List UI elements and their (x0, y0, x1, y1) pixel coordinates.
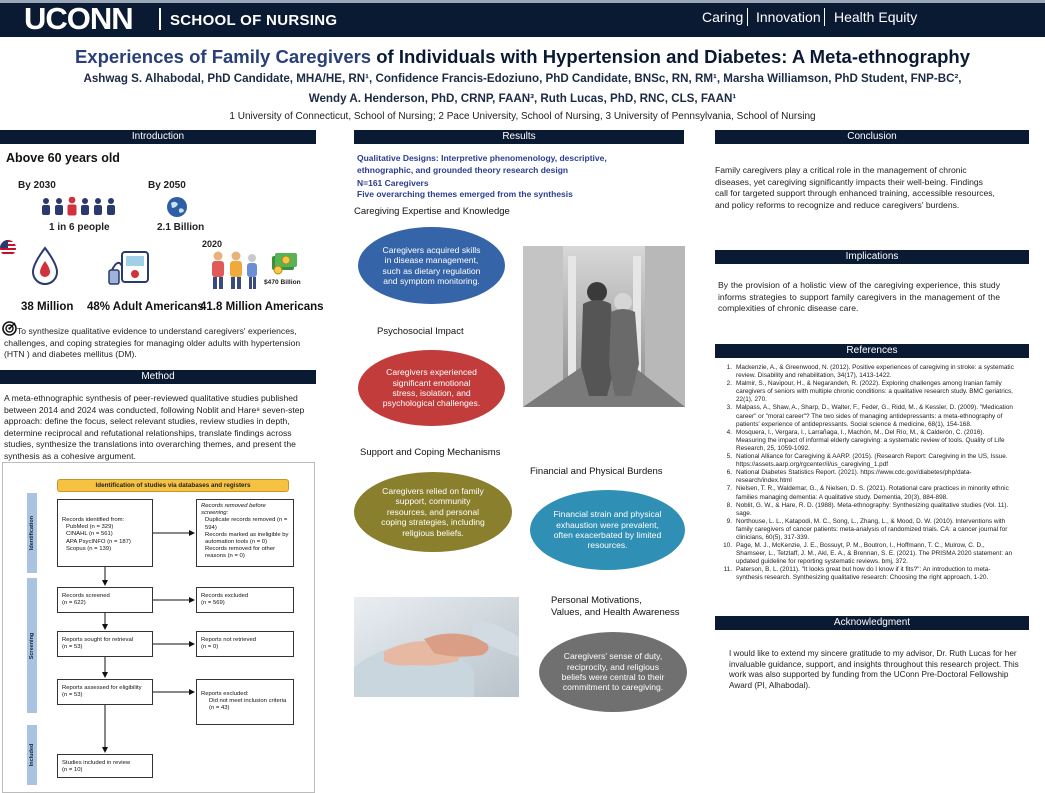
tag-health-equity: Health Equity (834, 9, 918, 25)
school-name: SCHOOL OF NURSING (170, 12, 338, 29)
prisma-assessed-box: Reports assessed for eligibility (n = 53) (57, 679, 153, 705)
money-label: $470 Billion (264, 279, 301, 286)
tag-divider (824, 8, 825, 26)
reference-item: 8. Noblit, G. W., & Hare, R. D. (1988). Meta-ethnography: Synthesizing qualitative studies (Vol. 11). sage. (726, 501, 1009, 517)
results-n: N=161 Caregivers (357, 178, 429, 188)
prisma-included-box: Studies included in review (n = 10) (57, 754, 153, 778)
acknowledgment-text: I would like to extend my sincere gratitude to my advisor, Dr. Ruth Lucas for her invaluable guidance, support, and insights throughout this research project. This work was also supported by funding from the UConn Pre-Doctoral Fellowship Award (PI, Alhabodal). (729, 649, 1019, 690)
by-2050-label: By 2050 (148, 180, 186, 191)
reference-item: 9. Northouse, L. L., Katapodi, M. C., Song, L., Zhang, L., & Mood, D. W. (2010). Interventions with family caregivers of cancer patients: meta-analysis of randomized trials. CA: a cancer journal for clinicians, 60(5), 317-339. (726, 517, 1008, 541)
prisma-not-retrieved-box: Reports not retrieved (n = 0) (196, 631, 294, 657)
elderly-couple-photo (523, 246, 685, 407)
stat-38-million: 38 Million (21, 301, 74, 313)
reference-item: 1. Mackenzie, A., & Greenwood, N. (2012). Positive experiences of caregiving in stroke: a systematic review. Disability and rehabilitation, 34(17), 1413-1422. (726, 364, 1014, 380)
billion-label: 2.1 Billion (157, 222, 205, 233)
references-heading: References (715, 344, 1029, 358)
references-list (718, 364, 1014, 583)
theme5-ellipse: Caregivers' sense of duty, reciprocity, and religious beliefs were central to their commitment to caregiving. (539, 632, 687, 712)
conclusion-text: Family caregivers play a critical role in the management of chronic diseases, yet caregiving significantly impacts their well-being. Findings call for targeted support through enhanced training, accessible resources, and policy reforms to recognize and reduce caregivers' burdens. (715, 165, 995, 210)
authors-line-2: Wendy A. Henderson, PhD, CRNP, FAAN³, Ruth Lucas, PhD, RNC, CLS, FAAN¹ (308, 92, 737, 105)
theme5-title: Personal Motivations, Values, and Health Awareness (551, 595, 680, 619)
method-text: A meta-ethnographic synthesis of peer-reviewed qualitative studies published between 2014 and 2024 was conducted, following Noblit and Hare⁸ seven-step approach: define the focus, select relevant studies, review studies in depth, determine reciprocal and refutational relationships, translate findings across studies, synthesize the translations into overarching themes, and present the synthesis as a cohesive argument. (4, 393, 305, 461)
implications-text: By the provision of a holistic view of the caregiving experience, this study informs strategies to support family caregivers in the management of the complexities of chronic disease care. (718, 280, 1000, 313)
reference-item: 11. Paterson, B. L. (2011). "It looks great but how do I know if it fits?": An introduction to meta-synthesis research. Synthesizing qualitative research: Choosing the right approach, 1-20. (723, 566, 991, 582)
prisma-identification-label: Identification (27, 493, 37, 573)
aim-text: To synthesize qualitative evidence to understand caregivers' experiences, challenges, and coping strategies for managing older adults with hypertension (HTN ) and diabetes mellitus (DM). (4, 326, 301, 359)
by-2030-label: By 2030 (18, 180, 56, 191)
year-2020-label: 2020 (202, 239, 223, 249)
reference-item: 10. Page, M. J., McKenzie, J. E., Bossuyt, P. M., Boutron, I., Hoffmann, T. C., Mulrow, C. D., Shamseer, L., Tetzlaff, J. M., Akl, E. A., & Brennan, S. E. (2021). The PRISMA 2020 statement: an updated guideline for reporting systematic reviews. bmj, 372. (723, 542, 1013, 566)
authors-line-1: Ashwag S. Alhabodal, PhD Candidate, MHA/HE, RN¹, Confidence Francis-Edoziuno, PhD Candidate, BNSc, RN, RM¹, Marsha Williamson, PhD Student, FNP-BC², (83, 72, 962, 85)
tag-innovation: Innovation (756, 9, 821, 25)
theme3-title: Support and Coping Mechanisms (360, 447, 501, 458)
acknowledgment-heading: Acknowledgment (715, 616, 1029, 630)
prisma-excluded-box: Records excluded (n = 569) (196, 587, 294, 613)
prisma-arrows (0, 0, 320, 793)
reference-item: 7. Nielsen, T. R., Waldemar, G., & Nielsen, D. S. (2021). Rotational care practices in minority ethnic families managing dementia: A qualitative study. Dementia, 20(3), 884-898. (726, 485, 1009, 501)
prisma-included-label: Included (27, 725, 37, 785)
prisma-identified-box: Records identified from: PubMed (n = 329) CINAHL (n = 561) APA PsycINFO (n = 187) Scopus (n = 139) (57, 499, 153, 567)
theme1-title: Caregiving Expertise and Knowledge (354, 206, 510, 217)
prisma-sought-box: Reports sought for retrieval (n = 53) (57, 631, 153, 657)
reference-item: 6. National Diabetes Statistics Report. (2021). https://www.cdc.gov/diabetes/php/data-research/index.html (726, 469, 972, 485)
prisma-removed-box: Records removed before screening: Duplicate records removed (n = 594) Records marked as ineligible by automation tools (n = 0) Records removed for other reasons (n = 0) (196, 499, 294, 567)
introduction-heading: Introduction (0, 130, 316, 144)
reference-item: 4. Mosquera, I., Vergara, I., Larrañaga, I., Machón, M., Del Río, M., & Calderón, C. (2016). Measuring the impact of informal elderly caregiving: a systematic review of tools. Quality of Life Research, 25, 1059-1092. (726, 428, 1005, 452)
title-highlight: Experiences of Family Caregivers (74, 46, 372, 67)
holding-hands-photo (354, 597, 519, 697)
prisma-screened-box: Records screened (n = 622) (57, 587, 153, 613)
method-heading: Method (0, 370, 316, 384)
theme3-ellipse: Caregivers relied on family support, community resources, and personal coping strategies, including religious beliefs. (354, 472, 512, 552)
prisma-reports-excluded-box: Reports excluded: Did not meet inclusion criteria (n = 43) (196, 679, 294, 725)
uconn-logo: UCONN (24, 1, 133, 36)
reference-item: 3. Malpass, A., Shaw, A., Sharp, D., Walter, F., Feder, G., Ridd, M., & Kessler, D. (2009). "Medication career" or "moral career"? The two sides of managing antidepressants: a meta-ethnography of patients' experience of antidepressants. Social science & medicine, 68(1), 154-168. (726, 404, 1013, 428)
reference-item: 5. National Alliance for Caregiving & AARP. (2015). (Research Report: Caregiving in the US, Issue. https://assets.aarp.org/rgcenter/il/us_caregiving_1.pdf (726, 453, 1008, 469)
conclusion-heading: Conclusion (715, 130, 1029, 144)
title-rest: of Individuals with Hypertension and Diabetes: A Meta-ethnography (371, 46, 971, 67)
tag-divider (747, 8, 748, 26)
results-heading: Results (354, 130, 684, 144)
one-in-six-label: 1 in 6 people (49, 222, 110, 233)
age-label: Above 60 years old (6, 151, 120, 165)
results-design: Qualitative Designs: Interpretive phenomenology, descriptive, ethnographic, and grounded theory research design (357, 153, 607, 175)
implications-heading: Implications (715, 250, 1029, 264)
stat-48-percent: 48% Adult Americans (87, 301, 204, 313)
theme2-ellipse: Caregivers experienced significant emotional stress, isolation, and psychological challenges. (358, 350, 505, 426)
results-themes: Five overarching themes emerged from the synthesis (357, 189, 573, 199)
stat-41-million: 41.8 Million Americans (200, 301, 324, 313)
theme4-ellipse: Financial strain and physical exhaustion were prevalent, often exacerbated by limited resources. (530, 490, 685, 570)
reference-item: 2. Malmir, S., Navipour, H., & Negarandeh, R. (2022). Exploring challenges among Iranian family caregivers of seniors with multiple chronic conditions: a qualitative research study. BMC geriatrics, 22(1), 270. (726, 380, 1013, 404)
theme4-title: Financial and Physical Burdens (530, 466, 663, 477)
theme2-title: Psychosocial Impact (377, 326, 464, 337)
affiliations: 1 University of Connecticut, School of Nursing; 2 Pace University, School of Nursing, 3 University of Pennsylvania, School of Nursing (229, 111, 816, 122)
prisma-title: Identification of studies via databases and registers (57, 479, 289, 492)
tag-caring: Caring (702, 9, 744, 25)
prisma-screening-label: Screening (27, 578, 37, 713)
theme1-ellipse: Caregivers acquired skills in disease management, such as dietary regulation and symptom monitoring. (358, 227, 505, 304)
